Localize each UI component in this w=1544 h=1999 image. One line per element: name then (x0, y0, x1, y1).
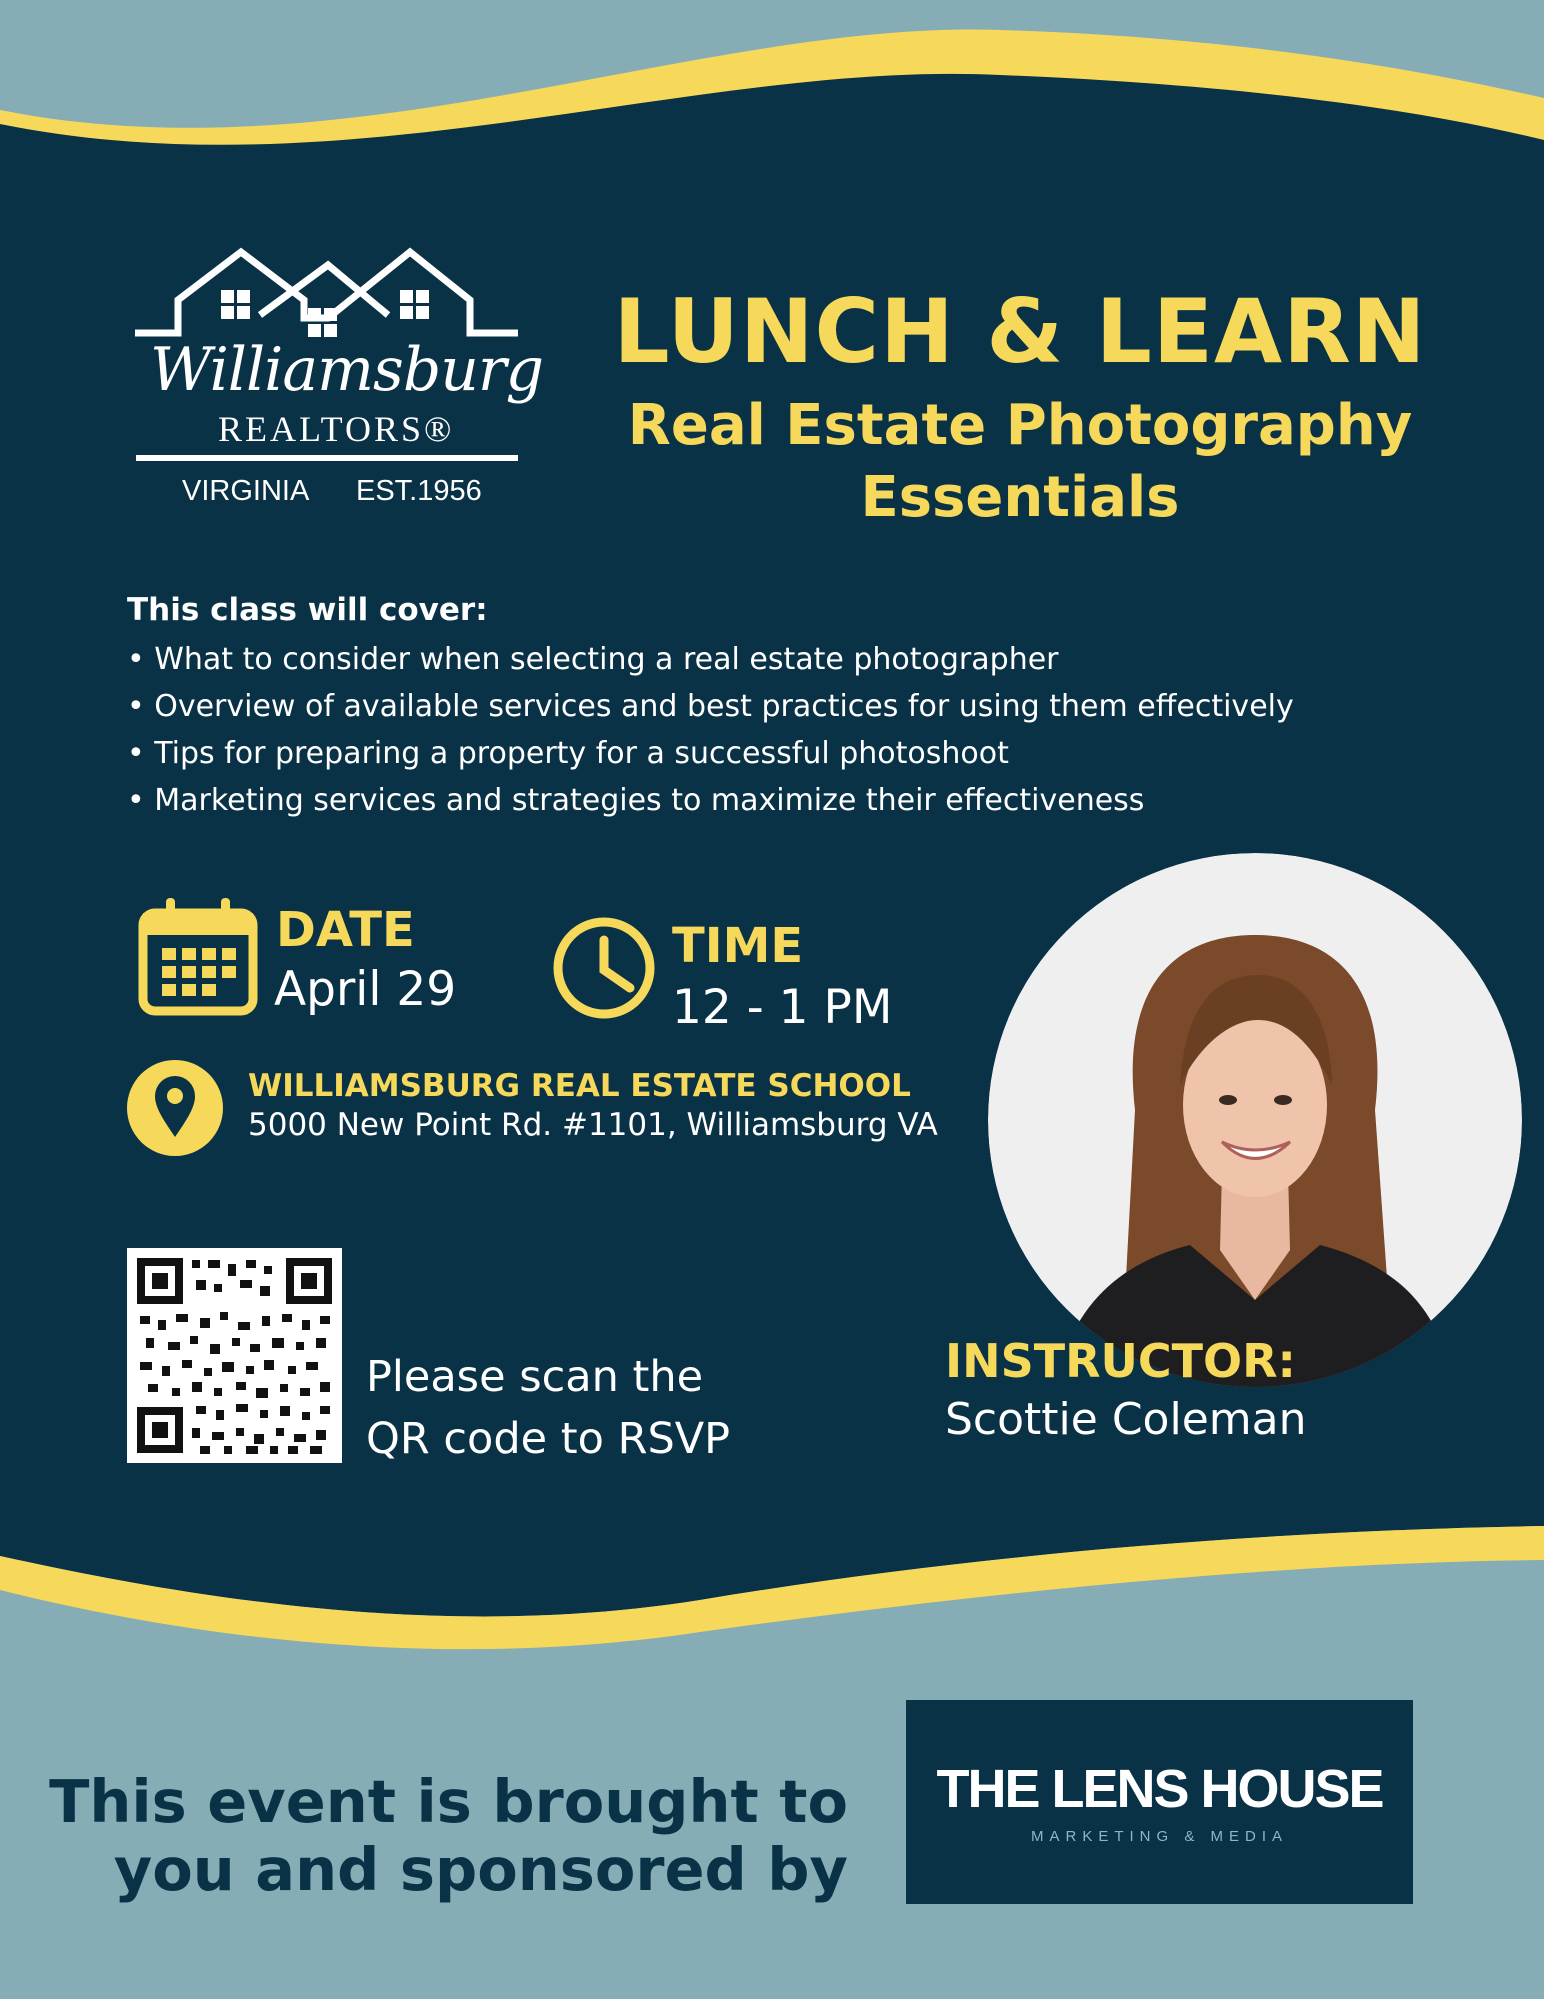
date-label: DATE (276, 902, 415, 958)
page-subtitle (560, 390, 1480, 534)
sponsor-logo-tagline: MARKETING & MEDIA (1030, 1828, 1289, 1845)
logo-realtors-text: REALTORS® (218, 409, 455, 449)
topic-item: • Tips for preparing a property for a successful photoshoot (127, 736, 1009, 771)
sponsor-line-1: This event is brought to (49, 1767, 848, 1836)
topic-item: • Marketing services and strategies to maximize their effectiveness (127, 783, 1145, 818)
topics-section (127, 592, 1294, 824)
logo-est-text: EST.1956 (356, 475, 482, 507)
instructor-name: Scottie Coleman (945, 1394, 1307, 1445)
subtitle-line-1: Real Estate Photography (627, 393, 1413, 458)
logo-script-text: Williamsburg (150, 335, 543, 405)
instructor-label: INSTRUCTOR: (945, 1334, 1296, 1388)
logo-underline (136, 455, 518, 461)
date-value: April 29 (274, 962, 457, 1017)
topics-title: This class will cover: (127, 592, 488, 628)
rsvp-line-2: QR code to RSVP (366, 1414, 731, 1464)
time-label: TIME (672, 918, 804, 974)
page-title: LUNCH & LEARN (613, 280, 1427, 383)
time-value: 12 - 1 PM (672, 980, 893, 1035)
sponsor-text (49, 1768, 848, 1904)
rsvp-text (366, 1346, 730, 1470)
venue-address: 5000 New Point Rd. #1101, Williamsburg VA (248, 1107, 938, 1143)
sponsor-logo-name: THE LENS HOUSE (936, 1759, 1383, 1819)
subtitle-line-2: Essentials (860, 465, 1180, 530)
topic-item: • What to consider when selecting a real estate photographer (127, 642, 1059, 677)
qr-code (127, 1248, 342, 1463)
venue-name: WILLIAMSBURG REAL ESTATE SCHOOL (248, 1068, 911, 1104)
sponsor-logo (906, 1700, 1413, 1904)
sponsor-line-2: you and sponsored by (113, 1835, 848, 1904)
location-pin-icon (127, 1060, 223, 1156)
topic-item: • Overview of available services and best practices for using them effectively (127, 689, 1294, 724)
logo-state-text: VIRGINIA (182, 475, 310, 507)
rsvp-line-1: Please scan the (366, 1352, 704, 1402)
